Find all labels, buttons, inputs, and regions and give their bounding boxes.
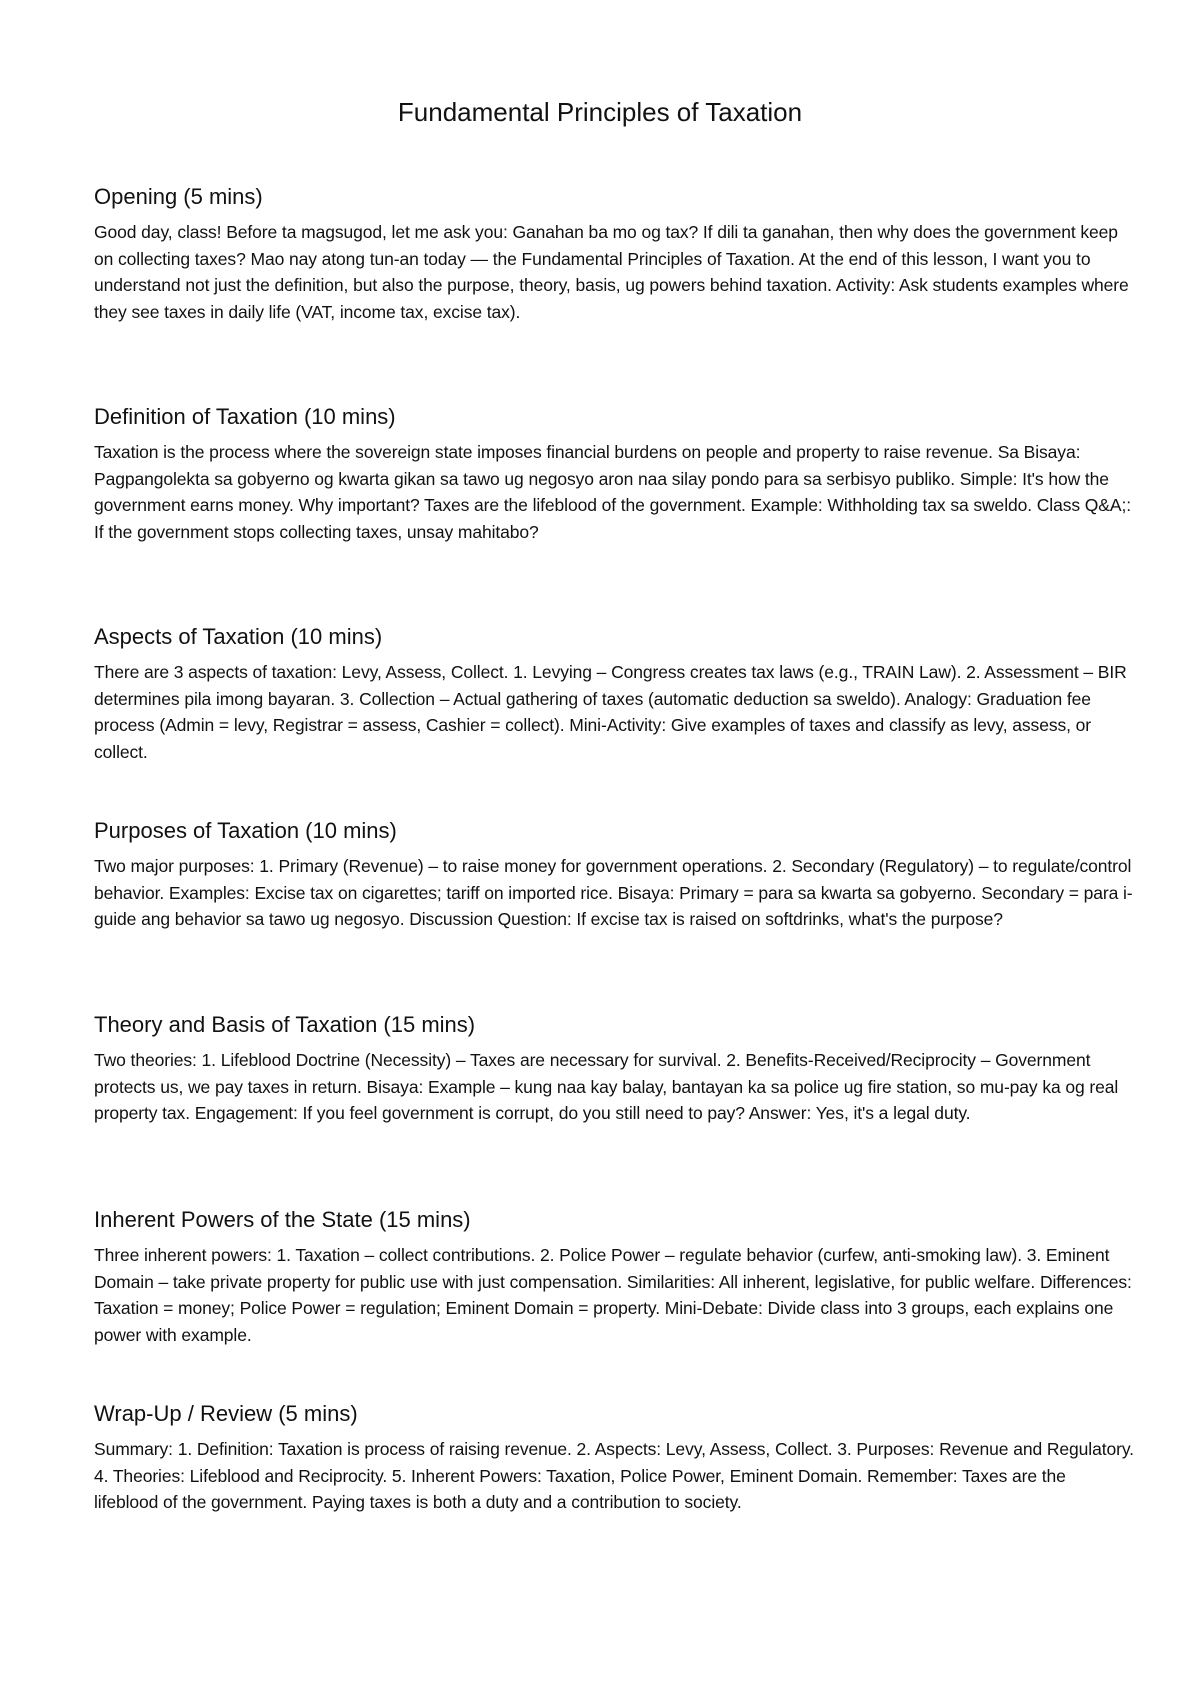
section-body: There are 3 aspects of taxation: Levy, Assess, Collect. 1. Levying – Congress creates tax laws (e.g., TRAIN Law). 2. Assessment – BIR determines pila imong bayaran. 3. Collection – Actual gathering of taxes (automatic deduction sa sweldo). Analogy: Graduation fee process (Admin = levy, Registrar = assess, Cashier = collect). Mini-Activity: Give examples of taxes and classify as levy, assess, or collect.	[94, 662, 1127, 762]
section-body: Two major purposes: 1. Primary (Revenue) – to raise money for government operations. 2. Secondary (Regulatory) – to regulate/control behavior. Examples: Excise tax on cigarettes; tariff on imported rice. Bisaya: Primary = para sa kwarta sa gobyerno. Secondary = para i-guide ang behavior sa tawo ug negosyo. Discussion Question: If excise tax is raised on softdrinks, what's the purpose?	[94, 856, 1133, 929]
section-heading: Wrap-Up / Review (5 mins)	[94, 1401, 358, 1426]
section-heading: Definition of Taxation (10 mins)	[94, 404, 396, 429]
section-heading: Aspects of Taxation (10 mins)	[94, 624, 383, 649]
section-heading: Purposes of Taxation (10 mins)	[94, 818, 397, 843]
section-body: Two theories: 1. Lifeblood Doctrine (Necessity) – Taxes are necessary for survival. 2. Benefits-Received/Reciprocity – Government protects us, we pay taxes in return. Bisaya: Example – kung naa kay balay, bantayan ka sa police ug fire station, so mu-pay ka og real property tax. Engagement: If you feel government is corrupt, do you still need to pay? Answer: Yes, it's a legal duty.	[94, 1050, 1119, 1123]
section-purposes	[94, 817, 1134, 933]
page-title: Fundamental Principles of Taxation	[397, 97, 803, 127]
section-theory	[94, 1011, 1134, 1127]
section-heading: Opening (5 mins)	[94, 184, 263, 209]
section-inherent-powers	[94, 1206, 1134, 1348]
section-body: Three inherent powers: 1. Taxation – collect contributions. 2. Police Power – regulate behavior (curfew, anti-smoking law). 3. Eminent Domain – take private property for public use with just compensation. Similarities: All inherent, legislative, for public welfare. Differences: Taxation = money; Police Power = regulation; Eminent Domain = property. Mini-Debate: Divide class into 3 groups, each explains one power with example.	[94, 1245, 1132, 1345]
section-body: Good day, class! Before ta magsugod, let me ask you: Ganahan ba mo og tax? If dili ta ganahan, then why does the government keep on collecting taxes? Mao nay atong tun-an today — the Fundamental Principles of Taxation. At the end of this lesson, I want you to understand not just the definition, but also the purpose, theory, basis, ug powers behind taxation. Activity: Ask students examples where they see taxes in daily life (VAT, income tax, excise tax).	[94, 222, 1129, 322]
section-body: Taxation is the process where the sovereign state imposes financial burdens on people and property to raise revenue. Sa Bisaya: Pagpangolekta sa gobyerno og kwarta gikan sa tawo ug negosyo aron naa silay pondo para sa serbisyo publiko. Simple: It's how the government earns money. Why important? Taxes are the lifeblood of the government. Example: Withholding tax sa sweldo. Class Q&A;: If the government stops collecting taxes, unsay mahitabo?	[94, 442, 1131, 542]
section-opening	[94, 183, 1134, 325]
section-wrap-up	[94, 1400, 1134, 1516]
section-heading: Theory and Basis of Taxation (15 mins)	[94, 1012, 476, 1037]
section-heading: Inherent Powers of the State (15 mins)	[94, 1207, 471, 1232]
section-body: Summary: 1. Definition: Taxation is process of raising revenue. 2. Aspects: Levy, Assess, Collect. 3. Purposes: Revenue and Regulatory. 4. Theories: Lifeblood and Reciprocity. 5. Inherent Powers: Taxation, Police Power, Eminent Domain. Remember: Taxes are the lifeblood of the government. Paying taxes is both a duty and a contribution to society.	[94, 1439, 1134, 1512]
section-aspects	[94, 623, 1134, 765]
section-definition	[94, 403, 1134, 545]
